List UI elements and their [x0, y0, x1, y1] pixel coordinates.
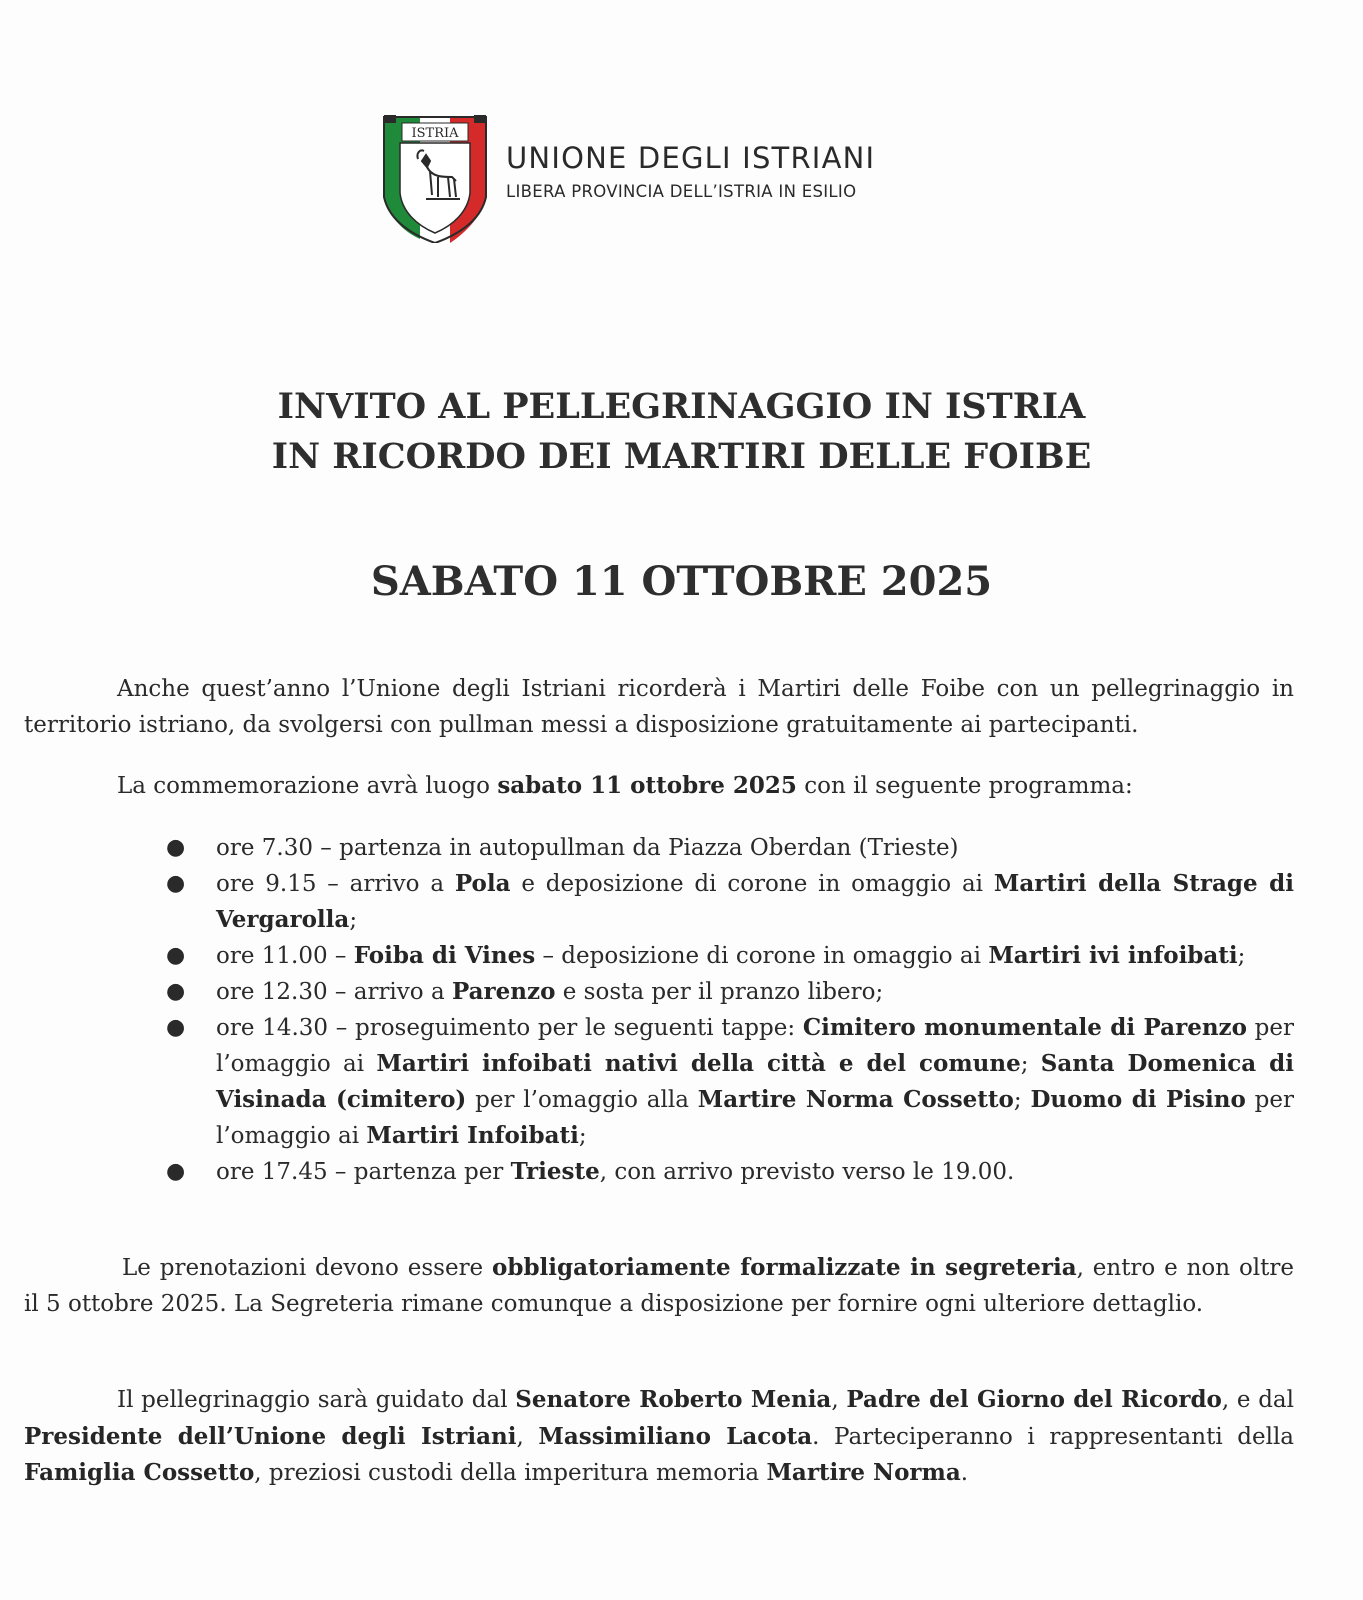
invitation-title-line-1: INVITO AL PELLEGRINAGGIO IN ISTRIA — [277, 386, 1086, 427]
event-date-title: SABATO 11 OTTOBRE 2025 — [370, 558, 993, 605]
booking-paragraph: Le prenotazioni devono essere obbligatoriamente formalizzate in segreteria, entro e non oltre il 5 ottobre 2025. La Segreteria rimane comunque a disposizione per fornire ogni ulteriore dettaglio. — [24, 1254, 1294, 1317]
letterhead — [380, 115, 940, 245]
program-item: ● ore 11.00 – Foiba di Vines – deposizione di corone in omaggio ai Martiri ivi infoibati; — [0, 938, 1294, 974]
istria-shield-logo — [380, 115, 490, 243]
guides-paragraph: Il pellegrinaggio sarà guidato dal Senatore Roberto Menia, Padre del Giorno del Ricordo, e dal Presidente dell’Unione degli Istriani, Massimiliano Lacota. Parteciperanno i rappresentanti della Famiglia Cossetto, preziosi custodi della imperitura memoria Martire Norma. — [24, 1386, 1295, 1486]
intro-paragraph: Anche quest’anno l’Unione degli Istriani ricorderà i Martiri delle Foibe con un pellegrinaggio in territorio istriano, da svolgersi con pullman messi a disposizione gratuitamente ai partecipanti. — [24, 676, 1294, 738]
program-item: ● ore 7.30 – partenza in autopullman da Piazza Oberdan (Trieste) — [0, 830, 1294, 866]
logo-label: ISTRIA — [411, 126, 459, 141]
organization-subtitle: LIBERA PROVINCIA DELL’ISTRIA IN ESILIO — [506, 182, 857, 201]
organization-name: UNIONE DEGLI ISTRIANI — [506, 141, 876, 175]
program-list — [0, 830, 1294, 1190]
bullet-icon: ● — [166, 835, 186, 860]
program-item: ● ore 14.30 – proseguimento per le seguenti tappe: Cimitero monumentale di Parenzo per l’omaggio ai Martiri infoibati nativi della città e del comune; Santa Domenica di Visinada (cimitero) per l’omaggio alla Martire Norma Cossetto; Duomo di Pisino per l’omaggio ai Martiri Infoibati; — [0, 1010, 1294, 1154]
program-intro-paragraph: La commemorazione avrà luogo sabato 11 ottobre 2025 con il seguente programma: — [117, 772, 1133, 799]
bullet-icon: ● — [166, 871, 186, 896]
bullet-icon: ● — [166, 979, 186, 1004]
bullet-icon: ● — [166, 1159, 186, 1184]
invitation-title-line-2: IN RICORDO DEI MARTIRI DELLE FOIBE — [271, 436, 1092, 477]
program-item: ● ore 12.30 – arrivo a Parenzo e sosta per il pranzo libero; — [0, 974, 1294, 1010]
bullet-icon: ● — [166, 1015, 186, 1040]
bullet-icon: ● — [166, 943, 186, 968]
program-item: ● ore 17.45 – partenza per Trieste, con arrivo previsto verso le 19.00. — [0, 1154, 1294, 1190]
program-item: ● ore 9.15 – arrivo a Pola e deposizione di corone in omaggio ai Martiri della Strage di Vergarolla; — [0, 866, 1294, 938]
